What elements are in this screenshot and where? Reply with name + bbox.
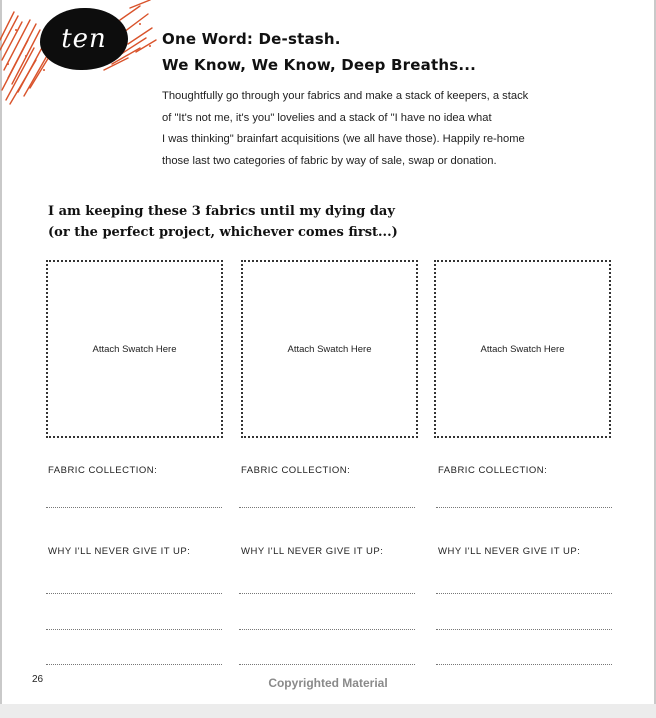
intro-line-4: those last two categories of fabric by way of sale, swap or donation. xyxy=(162,154,497,167)
intro-paragraph xyxy=(162,86,602,172)
chapter-badge-label: ten xyxy=(61,24,107,54)
why-line-3a[interactable] xyxy=(436,593,612,594)
fabric-collection-label-1: FABRIC COLLECTION: xyxy=(48,465,158,476)
swatch-box-3[interactable] xyxy=(434,260,611,438)
swatch-box-1[interactable] xyxy=(46,260,223,438)
fabric-collection-label-3: FABRIC COLLECTION: xyxy=(438,465,548,476)
fabric-collection-line-3[interactable] xyxy=(436,507,612,508)
why-label-2: WHY I'LL NEVER GIVE IT UP: xyxy=(241,546,384,557)
why-line-3c[interactable] xyxy=(436,664,612,665)
fabric-collection-line-1[interactable] xyxy=(46,507,222,508)
chapter-badge xyxy=(0,0,160,110)
why-line-1a[interactable] xyxy=(46,593,222,594)
swatch-label-3: Attach Swatch Here xyxy=(480,343,565,355)
fabric-collection-label-2: FABRIC COLLECTION: xyxy=(241,465,351,476)
why-label-3: WHY I'LL NEVER GIVE IT UP: xyxy=(438,546,581,557)
intro-line-2: of "It's not me, it's you" lovelies and a stack of "I have no idea what xyxy=(162,111,492,124)
why-line-1b[interactable] xyxy=(46,629,222,630)
intro-line-1: Thoughtfully go through your fabrics and make a stack of keepers, a stack xyxy=(162,90,529,102)
page-title xyxy=(162,26,476,78)
copyright-footer: Copyrighted Material xyxy=(268,676,388,690)
heading-line-1: I am keeping these 3 fabrics until my dying day xyxy=(48,204,395,219)
why-line-2a[interactable] xyxy=(239,593,415,594)
page-number: 26 xyxy=(32,674,44,685)
title-line-1: One Word: De-stash. xyxy=(162,30,341,48)
why-line-2c[interactable] xyxy=(239,664,415,665)
intro-line-3: I was thinking" brainfart acquisitions (we all have those). Happily re-home xyxy=(162,133,525,145)
heading-line-2: (or the perfect project, whichever comes first...) xyxy=(48,225,398,240)
why-line-3b[interactable] xyxy=(436,629,612,630)
swatch-box-2[interactable] xyxy=(241,260,418,438)
why-line-2b[interactable] xyxy=(239,629,415,630)
why-label-1: WHY I'LL NEVER GIVE IT UP: xyxy=(48,546,191,557)
section-heading xyxy=(48,201,398,243)
fabric-collection-line-2[interactable] xyxy=(239,507,415,508)
title-line-2: We Know, We Know, Deep Breaths... xyxy=(162,56,477,74)
bottom-band xyxy=(0,704,656,718)
why-line-1c[interactable] xyxy=(46,664,222,665)
swatch-label-1: Attach Swatch Here xyxy=(92,343,177,355)
swatch-label-2: Attach Swatch Here xyxy=(287,343,372,355)
